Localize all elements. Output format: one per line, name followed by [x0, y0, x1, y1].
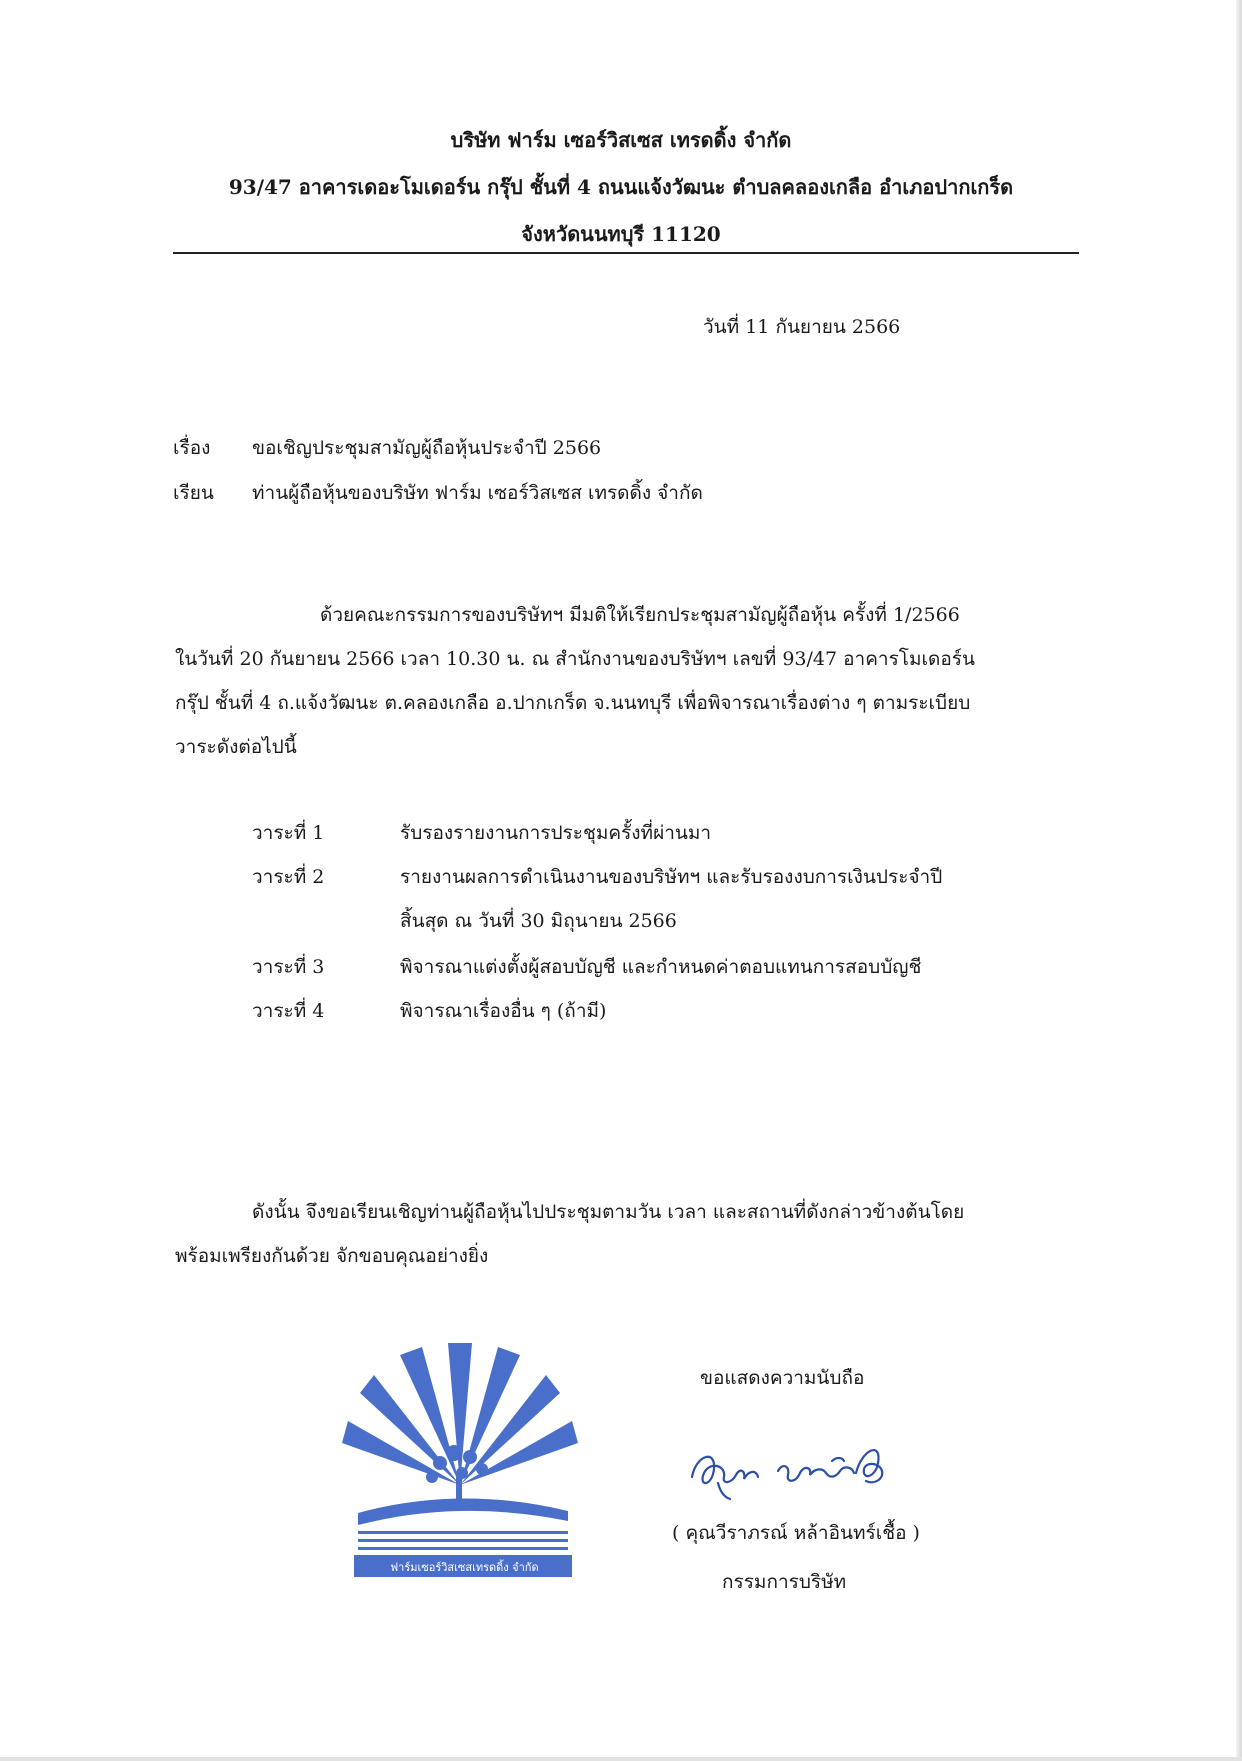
subject-text: ขอเชิญประชุมสามัญผู้ถือหุ้นประจำปี 2566 — [252, 437, 602, 459]
agenda-label: วาระที่ 1 — [252, 822, 325, 844]
agenda-label: วาระที่ 4 — [252, 1000, 325, 1022]
agenda-label: วาระที่ 3 — [252, 956, 325, 978]
signatory-position: กรรมการบริษัท — [722, 1571, 847, 1593]
intro-line: วาระดังต่อไปนี้ — [175, 736, 297, 758]
agenda-item-text: รับรองรายงานการประชุมครั้งที่ผ่านมา — [400, 822, 712, 844]
agenda-label: วาระที่ 2 — [252, 866, 325, 888]
recipient-label: เรียน — [173, 482, 214, 504]
subject-label: เรื่อง — [173, 437, 211, 459]
company-name: บริษัท ฟาร์ม เซอร์วิสเซส เทรดดิ้ง จำกัด — [450, 128, 792, 152]
intro-line: ด้วยคณะกรรมการของบริษัทฯ มีมติให้เรียกประชุมสามัญผู้ถือหุ้น ครั้งที่ 1/2566 — [320, 604, 960, 626]
company-address-line2: จังหวัดนนทบุรี 11120 — [521, 222, 721, 246]
intro-line: ในวันที่ 20 กันยายน 2566 เวลา 10.30 น. ณ สำนักงานของบริษัทฯ เลขที่ 93/47 อาคารโมเดอร์น — [175, 648, 975, 670]
agenda-item-text: รายงานผลการดำเนินงานของบริษัทฯ และรับรองงบการเงินประจำปี — [400, 866, 943, 888]
header-divider — [173, 252, 1079, 254]
agenda-item-text: พิจารณาแต่งตั้งผู้สอบบัญชี และกำหนดค่าตอบแทนการสอบบัญชี — [400, 956, 922, 978]
closing-line: ดังนั้น จึงขอเรียนเชิญท่านผู้ถือหุ้นไปประชุมตามวัน เวลา และสถานที่ดังกล่าวข้างต้นโดย — [252, 1201, 965, 1223]
letter-date: วันที่ 11 กันยายน 2566 — [703, 316, 901, 338]
closing-line: พร้อมเพรียงกันด้วย จักขอบคุณอย่างยิ่ง — [175, 1245, 489, 1267]
signatory-name: ( คุณวีราภรณ์ หล้าอินทร์เชื้อ ) — [672, 1522, 920, 1544]
seal-text: ฟาร์มเซอร์วิสเซสเทรดดิ้ง จำกัด — [390, 1561, 539, 1574]
intro-line: กรุ๊ป ชั้นที่ 4 ถ.แจ้งวัฒนะ ต.คลองเกลือ อ.ปากเกร็ด จ.นนทบุรี เพื่อพิจารณาเรื่องต่าง ๆ ตามระเบียบ — [175, 692, 971, 714]
company-seal-stamp — [340, 1335, 580, 1584]
page-edge-shadow — [1236, 0, 1242, 1761]
page-bottom-shadow — [0, 1757, 1242, 1761]
company-address-line1: 93/47 อาคารเดอะโมเดอร์น กรุ๊ป ชั้นที่ 4 ถนนแจ้งวัฒนะ ตำบลคลองเกลือ อำเภอปากเกร็ด — [228, 175, 1014, 199]
seal-icon — [340, 1335, 580, 1580]
closing-salutation: ขอแสดงความนับถือ — [700, 1367, 865, 1389]
recipient-text: ท่านผู้ถือหุ้นของบริษัท ฟาร์ม เซอร์วิสเซส เทรดดิ้ง จำกัด — [252, 482, 703, 504]
agenda-item-text: พิจารณาเรื่องอื่น ๆ (ถ้ามี) — [400, 1000, 607, 1022]
agenda-item-text: สิ้นสุด ณ วันที่ 30 มิถุนายน 2566 — [400, 910, 677, 932]
signature-icon — [686, 1425, 906, 1509]
